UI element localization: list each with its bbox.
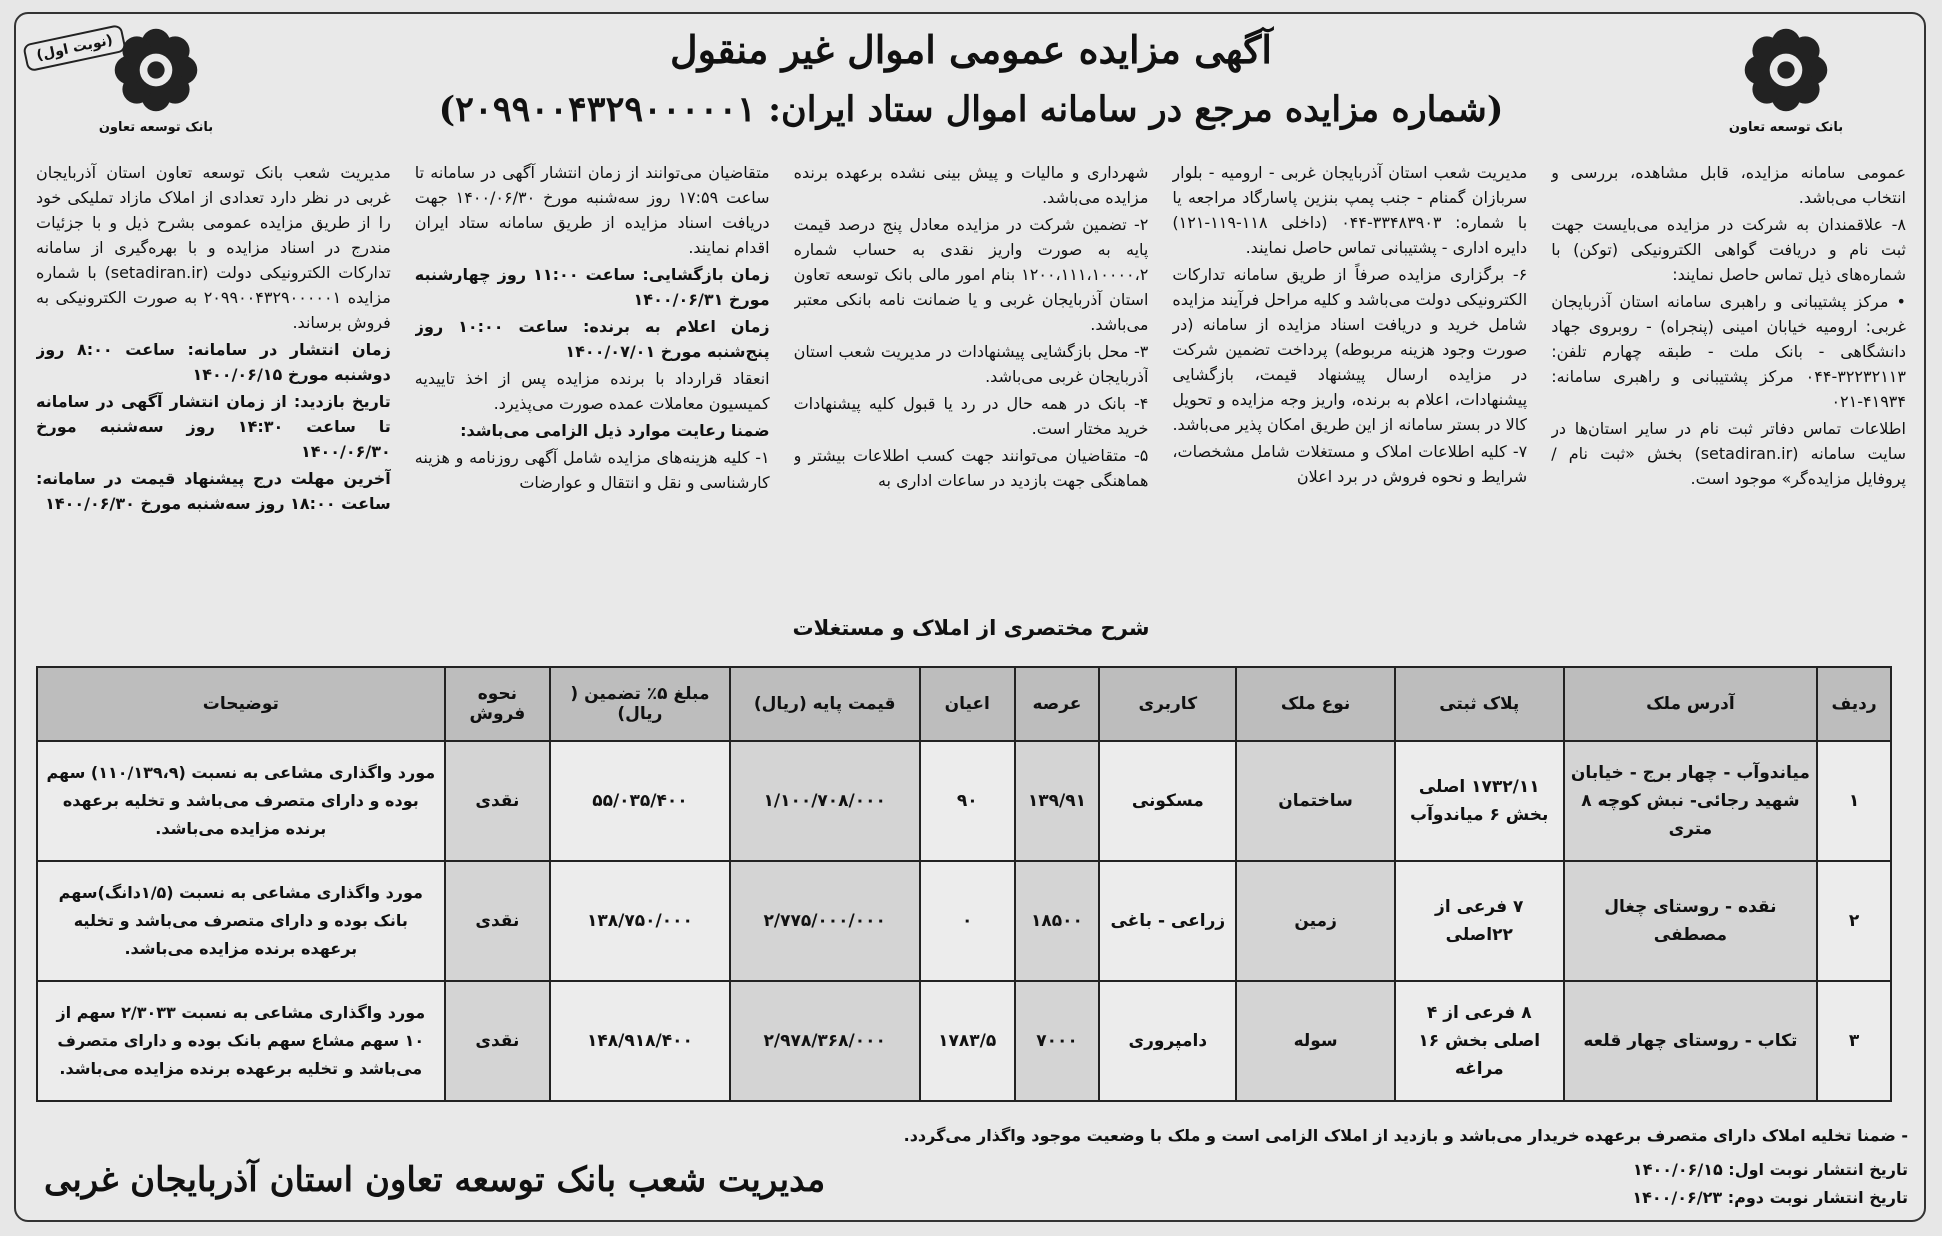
table-cell: مورد واگذاری مشاعی به نسبت ۲/۳۰۳۳ سهم از ۱۰ سهم مشاع سهم بانک بوده و دارای متصرف می‌باشد و تخلیه برعهده برنده مزایده می‌باشد.: [37, 981, 445, 1101]
table-cell: دامپروری: [1099, 981, 1236, 1101]
column-2: [415, 160, 770, 600]
flower-logo-icon: [1738, 22, 1834, 118]
footer-signature: مدیریت شعب بانک توسعه تعاون استان آذربایجان غربی: [44, 1160, 826, 1200]
paragraph: ۸- علاقمندان به شرکت در مزایده می‌بایست جهت ثبت نام و دریافت گواهی الکترونیکی (توکن) با شماره‌های ذیل تماس حاصل نمایند:: [1551, 215, 1906, 284]
table-cell: مسکونی: [1099, 741, 1236, 861]
paragraph: ۷- کلیه اطلاعات املاک و مستغلات شامل مشخصات، شرایط و نحوه فروش در برد اعلان: [1172, 442, 1528, 486]
table-cell: ۱۳۹/۹۱: [1015, 741, 1099, 861]
paragraph: ضمنا رعایت موارد ذیل الزامی می‌باشد:: [460, 421, 770, 440]
column-header: اعیان: [920, 667, 1015, 741]
paragraph: تاریخ بازدید: از زمان انتشار آگهی در سامانه تا ساعت ۱۴:۳۰ روز سه‌شنبه مورخ ۱۴۰۰/۰۶/۳۰: [36, 392, 391, 461]
paragraph: ۳- محل بازگشایی پیشنهادات در مدیریت شعب استان آذربایجان غربی می‌باشد.: [793, 342, 1149, 386]
table-row: [37, 861, 1891, 981]
table-title: شرح مختصری از املاک و مستغلات: [792, 616, 1150, 640]
table-cell: ۱: [1817, 741, 1891, 861]
notice-subtitle: (شماره مزایده مرجع در سامانه اموال ستاد ایران: ۲۰۹۹۰۰۴۳۲۹۰۰۰۰۰۱): [438, 89, 1504, 130]
publish-dates: [1632, 1156, 1908, 1212]
table-row: [37, 981, 1891, 1101]
table-cell: مورد واگذاری مشاعی به نسبت (۱۱۰/۱۳۹،۹) سهم بوده و دارای متصرف می‌باشد و تخلیه برعهده برنده مزایده می‌باشد.: [37, 741, 445, 861]
column-header: توضیحات: [37, 667, 445, 741]
round-badge: (نوبت اول): [22, 24, 127, 72]
table-cell: ۸ فرعی از ۴ اصلی بخش ۱۶ مراغه: [1395, 981, 1564, 1101]
paragraph: ۱- کلیه هزینه‌های مزایده شامل آگهی روزنامه و هزینه کارشناسی و نقل و انتقال و عوارضات: [414, 448, 770, 492]
table-cell: نقدی: [445, 861, 551, 981]
paragraph: مدیریت شعب استان آذربایجان غربی - ارومیه - بلوار سربازان گمنام - جنب پمپ بنزین پاسارگاد مراجعه یا با شماره: ۳۳۴۸۳۹۰۳-۰۴۴ (داخلی ۱۱۸-۱۱۹-۱۲۱) دایره اداری - پشتیبانی تماس حاصل نمایند.: [1172, 163, 1528, 257]
bank-logo-right: [1726, 22, 1846, 135]
table-cell: ۱۴۸/۹۱۸/۴۰۰: [550, 981, 729, 1101]
paragraph: اطلاعات تماس دفاتر ثبت نام در سایر استان‌ها در سایت سامانه (setadiran.ir) بخش «ثبت نام / پروفایل مزایده‌گر» موجود است.: [1551, 419, 1906, 488]
table-cell: ۱۷۳۲/۱۱ اصلی بخش ۶ میاندوآب: [1395, 741, 1564, 861]
table-cell: ۱۳۸/۷۵۰/۰۰۰: [550, 861, 729, 981]
logo-caption: بانک توسعه تعاون: [1728, 120, 1844, 135]
table-cell: مورد واگذاری مشاعی به نسبت (۱/۵دانگ)سهم بانک بوده و دارای متصرف می‌باشد و تخلیه برعهده برنده مزایده می‌باشد.: [37, 861, 445, 981]
table-cell: زراعی - باغی: [1099, 861, 1236, 981]
table-cell: ۱۷۸۳/۵: [920, 981, 1015, 1101]
paragraph: عمومی سامانه مزایده، قابل مشاهده، بررسی و انتخاب می‌باشد.: [1551, 163, 1906, 207]
column-3: [794, 160, 1149, 600]
table-cell: ۰: [920, 861, 1015, 981]
table-header-row: [37, 667, 1891, 741]
paragraph: شهرداری و مالیات و پیش بینی نشده برعهده برنده مزایده می‌باشد.: [793, 163, 1149, 207]
column-header: ردیف: [1817, 667, 1891, 741]
table-cell: ۷ فرعی از ۲۲اصلی: [1395, 861, 1564, 981]
paragraph: زمان بازگشایی: ساعت ۱۱:۰۰ روز چهارشنبه مورخ ۱۴۰۰/۰۶/۳۱: [414, 265, 770, 309]
paragraph: انعقاد قرارداد با برنده مزایده پس از اخذ تاییدیه کمیسیون معاملات عمده صورت می‌پذیرد.: [414, 369, 770, 413]
paragraph: زمان اعلام به برنده: ساعت ۱۰:۰۰ روز پنج‌شنبه مورخ ۱۴۰۰/۰۷/۰۱: [414, 317, 770, 361]
table-cell: ۱/۱۰۰/۷۰۸/۰۰۰: [730, 741, 920, 861]
paragraph: مدیریت شعب بانک توسعه تعاون استان آذربایجان غربی در نظر دارد تعدادی از املاک مازاد تملیکی خود را از طریق مزایده عمومی بشرح ذیل و با جزئیات مندرج در اسناد مزایده و با بهره‌گیری از سامانه تدارکات الکترونیکی دولت (setadiran.ir) با شماره مزایده ۲۰۹۹۰۰۴۳۲۹۰۰۰۰۰۱ به صورت الکترونیکی به فروش برساند.: [36, 163, 391, 332]
paragraph: ۴- بانک در همه حال در رد یا قبول کلیه پیشنهادات خرید مختار است.: [793, 394, 1149, 438]
column-header: کاربری: [1099, 667, 1236, 741]
column-header: مبلغ ۵٪ تضمین ( ریال): [550, 667, 729, 741]
column-1: [36, 160, 391, 600]
first-publish-date: تاریخ انتشار نوبت اول: ۱۴۰۰/۰۶/۱۵: [1632, 1160, 1908, 1179]
paragraph: ۲- تضمین شرکت در مزایده معادل پنج درصد قیمت پایه به صورت واریز نقدی به حساب شماره ۱۲۰۰،۱۱۱،۱۰۰۰۰،۲ بنام امور مالی بانک توسعه تعاون استان آذربایجان غربی و یا ضمانت نامه بانکی معتبر می‌باشد.: [793, 215, 1149, 334]
second-publish-date: تاریخ انتشار نوبت دوم: ۱۴۰۰/۰۶/۲۳: [1632, 1188, 1908, 1207]
table-cell: ۷۰۰۰: [1015, 981, 1099, 1101]
paragraph: ۵- متقاضیان می‌توانند جهت کسب اطلاعات بیشتر و هماهنگی جهت بازدید در ساعات اداری به: [793, 446, 1149, 490]
table-cell: نقده - روستای چغال مصطفی: [1564, 861, 1817, 981]
column-header: نوع ملک: [1236, 667, 1394, 741]
paragraph: ۶- برگزاری مزایده صرفاً از طریق سامانه تدارکات الکترونیکی دولت می‌باشد و کلیه مراحل فرآیند مزایده شامل خرید و دریافت اسناد مزایده از سامانه (در صورت وجود هزینه مربوطه) پرداخت تضمین شرکت در مزایده ارسال پیشنهاد قیمت، بازگشایی پیشنهادات، اعلام به برنده، واریز وجه مزایده و تحویل کالا در بستر سامانه از این طریق امکان پذیر می‌باشد.: [1172, 265, 1528, 434]
column-4: [1172, 160, 1527, 600]
table-cell: ۹۰: [920, 741, 1015, 861]
table-cell: میاندوآب - چهار برج - خیابان شهید رجائی- نبش کوچه ۸ متری: [1564, 741, 1817, 861]
table-cell: تکاب - روستای چهار قلعه: [1564, 981, 1817, 1101]
table-cell: نقدی: [445, 981, 551, 1101]
column-header: نحوه فروش: [445, 667, 551, 741]
table-cell: ساختمان: [1236, 741, 1394, 861]
paragraph: زمان انتشار در سامانه: ساعت ۸:۰۰ روز دوشنبه مورخ ۱۴۰۰/۰۶/۱۵: [36, 340, 391, 384]
column-header: قیمت پایه (ریال): [730, 667, 920, 741]
table-cell: ۲: [1817, 861, 1891, 981]
table-cell: ۳: [1817, 981, 1891, 1101]
paragraph: • مرکز پشتیبانی و راهبری سامانه استان آذربایجان غربی: ارومیه خیابان امینی (پنجراه) - روبروی جهاد دانشگاهی - بانک ملت - طبقه چهارم تلفن: ۳۲۲۳۲۱۱۳-۰۴۴ مرکز پشتیبانی و راهبری سامانه: ۴۱۹۳۴-۰۲۱: [1551, 292, 1906, 411]
text-columns: [36, 160, 1906, 600]
notice-title: آگهی مزایده عمومی اموال غیر منقول: [670, 27, 1272, 72]
table-row: [37, 741, 1891, 861]
table-cell: ۱۸۵۰۰: [1015, 861, 1099, 981]
column-header: عرصه: [1015, 667, 1099, 741]
logo-caption: بانک توسعه تعاون: [98, 120, 214, 135]
table-cell: زمین: [1236, 861, 1394, 981]
paragraph: آخرین مهلت درج پیشنهاد قیمت در سامانه: ساعت ۱۸:۰۰ روز سه‌شنبه مورخ ۱۴۰۰/۰۶/۳۰: [36, 469, 391, 513]
column-5: [1551, 160, 1906, 600]
vacancy-note: - ضمنا تخلیه املاک دارای متصرف برعهده خریدار می‌باشد و بازدید از املاک الزامی است و ملک با وضعیت موجود واگذار می‌گردد.: [903, 1126, 1908, 1145]
column-header: پلاک ثبتی: [1395, 667, 1564, 741]
table-cell: ۲/۷۷۵/۰۰۰/۰۰۰: [730, 861, 920, 981]
paragraph: متقاضیان می‌توانند از زمان انتشار آگهی در سامانه تا ساعت ۱۷:۵۹ روز سه‌شنبه مورخ ۱۴۰۰/۰۶/۳۰ جهت دریافت اسناد مزایده از طریق سامانه ستاد ایران اقدام نمایند.: [414, 163, 770, 257]
table-cell: نقدی: [445, 741, 551, 861]
properties-table: [36, 666, 1892, 1102]
table-cell: ۵۵/۰۳۵/۴۰۰: [550, 741, 729, 861]
table-cell: ۲/۹۷۸/۳۶۸/۰۰۰: [730, 981, 920, 1101]
column-header: آدرس ملک: [1564, 667, 1817, 741]
table-cell: سوله: [1236, 981, 1394, 1101]
